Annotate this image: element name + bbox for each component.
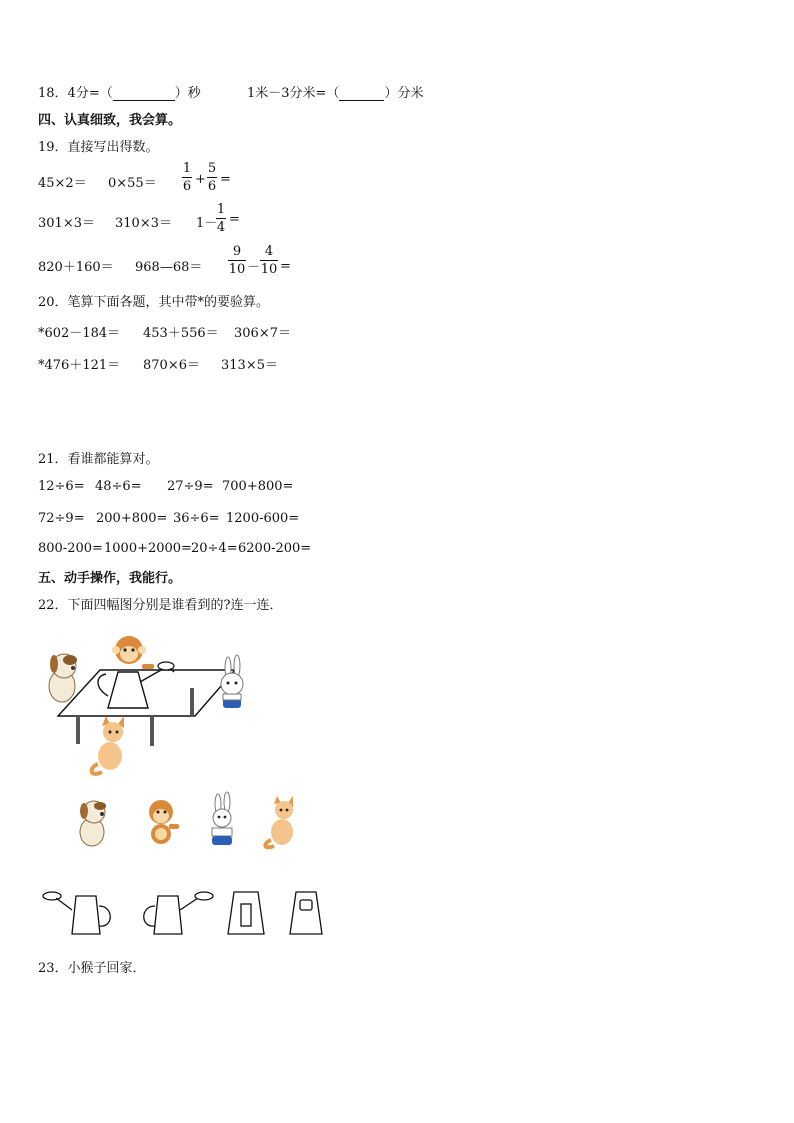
q20-r1-c3: 306×7＝ — [234, 326, 291, 341]
q21-title: 21．看谁都能算对。 — [38, 452, 159, 467]
q21-r3-c1: 800-200= — [38, 541, 103, 556]
rabbit-icon — [221, 655, 243, 708]
fraction: 9 10 — [228, 244, 246, 277]
q21-r2-c2: 200+800= — [96, 511, 168, 526]
cat-choice-icon[interactable] — [262, 796, 300, 850]
q19-r2-eq: = — [229, 212, 240, 227]
q19-r3-op: － — [247, 260, 261, 275]
q20-r2-c3: 313×5＝ — [221, 358, 278, 373]
q18-left — [38, 82, 201, 101]
q21-r3-c2: 1000+2000= — [104, 541, 192, 556]
q18-right-suffix: ）分米 — [384, 86, 424, 101]
monkey-icon — [112, 636, 154, 669]
teapot-view-4-icon[interactable] — [288, 890, 324, 936]
q21-r1-c2: 48÷6= — [95, 479, 142, 494]
q21-r3-c3: 20÷4= — [191, 541, 238, 556]
q18-left-prefix: 18．4分=（ — [38, 86, 113, 101]
section-5-heading: 五、动手操作，我能行。 — [38, 571, 182, 586]
fraction: 4 10 — [260, 244, 278, 277]
scene-illustration — [40, 628, 270, 778]
q21-r1-c1: 12÷6= — [38, 479, 85, 494]
q19-r3-c2: 968—68＝ — [135, 260, 203, 275]
q23-title: 23．小猴子回家． — [38, 961, 146, 976]
q19-title: 19．直接写出得数。 — [38, 140, 159, 155]
q21-r3-c4: 6200-200= — [238, 541, 312, 556]
dog-choice-icon[interactable] — [74, 796, 110, 848]
rabbit-choice-icon[interactable] — [204, 794, 240, 850]
q20-r2-c1: *476＋121＝ — [38, 358, 121, 373]
section-4-heading: 四、认真细致，我会算。 — [38, 113, 182, 128]
q18-right-prefix: 1米－3分米=（ — [247, 86, 340, 101]
fraction: 1 4 — [216, 202, 226, 235]
q21-r2-c3: 36÷6= — [173, 511, 220, 526]
teapot-view-3-icon[interactable] — [226, 890, 266, 936]
q21-r2-c1: 72÷9= — [38, 511, 85, 526]
dog-icon — [49, 654, 77, 702]
q18-left-blank[interactable] — [113, 85, 175, 101]
q19-r3-eq: = — [280, 259, 291, 274]
q18-right — [247, 82, 423, 101]
q18-left-suffix: ）秒 — [174, 86, 201, 101]
q19-r1-eq: = — [220, 172, 231, 187]
q18-right-blank[interactable] — [339, 85, 384, 101]
q19-r1-op: + — [195, 172, 206, 187]
fraction: 5 6 — [207, 161, 217, 194]
q21-r1-c4: 700+800= — [222, 479, 294, 494]
monkey-choice-icon[interactable] — [143, 798, 183, 846]
q19-r3-c1: 820＋160＝ — [38, 260, 114, 275]
teapot-view-2-icon[interactable] — [140, 888, 214, 936]
q19-r1-c1: 45×2＝ — [38, 176, 87, 191]
teapot-view-1-icon[interactable] — [42, 888, 114, 936]
q19-r2-c1: 301×3＝ — [38, 216, 95, 231]
q19-r2-c2: 310×3＝ — [115, 216, 172, 231]
cat-icon — [92, 716, 124, 774]
q19-r2-lead: 1－ — [196, 216, 218, 231]
q21-r1-c3: 27÷9= — [167, 479, 214, 494]
fraction: 1 6 — [182, 161, 192, 194]
q20-r1-c2: 453＋556＝ — [143, 326, 219, 341]
q22-title: 22．下面四幅图分别是谁看到的?连一连． — [38, 598, 283, 613]
q19-r1-c2: 0×55＝ — [108, 176, 157, 191]
q21-r2-c4: 1200-600= — [226, 511, 300, 526]
q20-r2-c2: 870×6＝ — [143, 358, 200, 373]
q20-title: 20．笔算下面各题，其中带*的要验算。 — [38, 295, 270, 310]
q20-r1-c1: *602－184＝ — [38, 326, 121, 341]
